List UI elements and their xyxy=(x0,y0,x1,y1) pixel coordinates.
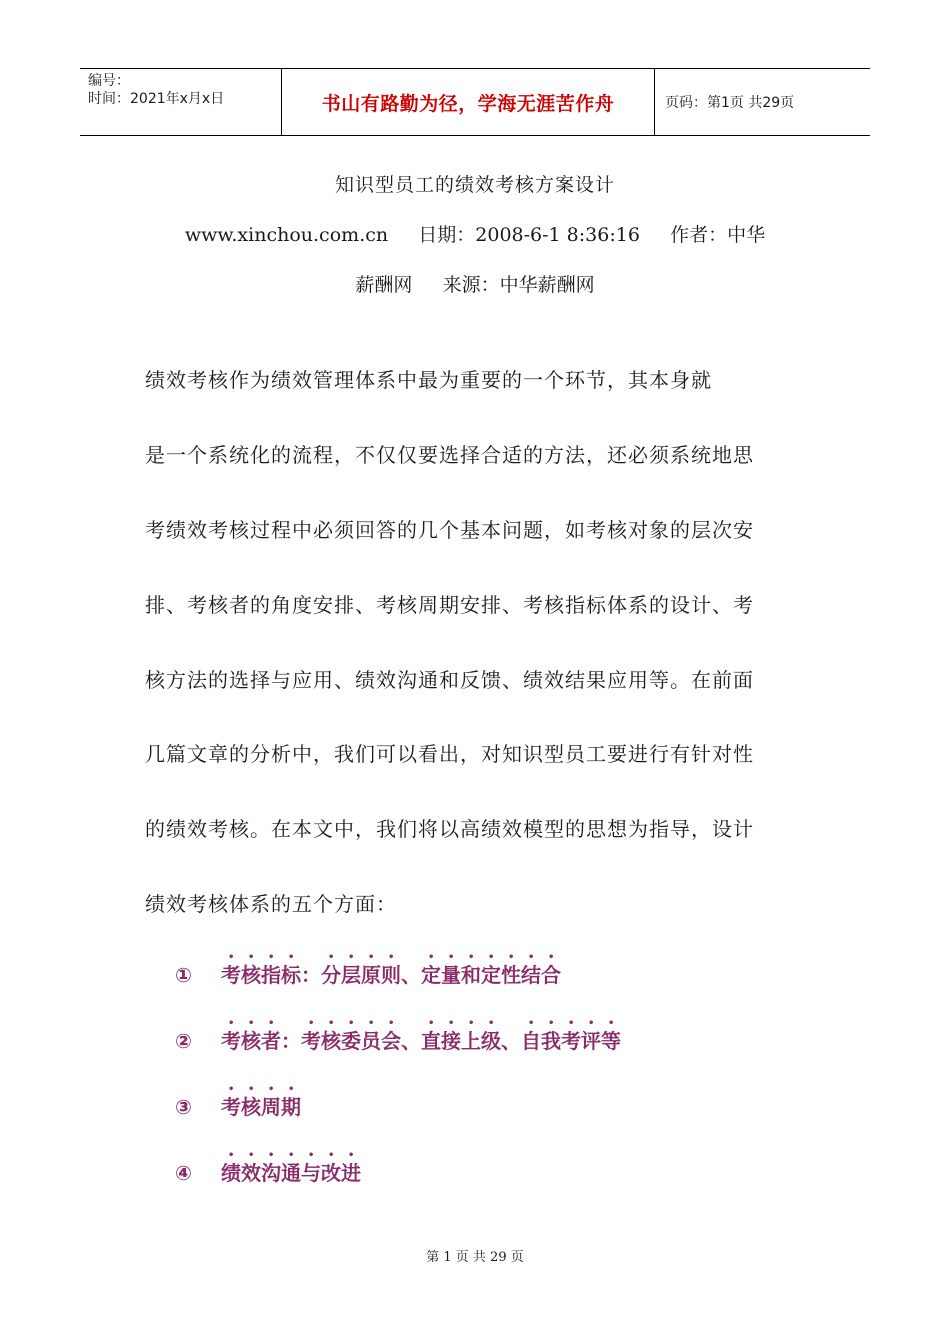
paragraph-line: 绩效考核作为绩效管理体系中最为重要的一个环节，其本身就 xyxy=(145,368,712,392)
article-title: 知识型员工的绩效考核方案设计 xyxy=(334,174,615,196)
paragraph-line: 核方法的选择与应用、绩效沟通和反馈、绩效结果应用等。在前面 xyxy=(145,668,754,692)
list-item xyxy=(175,952,561,988)
list-item xyxy=(175,1018,621,1054)
time-label: 时间：2021年x月x日 xyxy=(88,91,225,107)
list-number: ④ xyxy=(175,1161,192,1185)
article-meta-line-1: www.xinchou.com.cn 日期：2008-6-1 8:36:16 作者：中华 xyxy=(184,224,766,246)
paragraph-line: 考绩效考核过程中必须回答的几个基本问题，如考核对象的层次安 xyxy=(145,518,754,542)
paragraph-line: 几篇文章的分析中，我们可以看出，对知识型员工要进行有针对性 xyxy=(145,742,754,766)
list-text: 考核周期 xyxy=(221,1095,301,1119)
motto-text: 书山有路勤为径，学海无涯苦作舟 xyxy=(321,92,615,115)
paragraph-line: 的绩效考核。在本文中，我们将以高绩效模型的思想为指导，设计 xyxy=(145,817,754,841)
list-text: 考核者：考核委员会、直接上级、自我考评等 xyxy=(221,1029,621,1053)
header-page-cell xyxy=(655,69,870,135)
paragraph-line: 绩效考核体系的五个方面： xyxy=(145,892,397,916)
header-meta-cell xyxy=(80,69,282,135)
number-label: 编号： xyxy=(88,73,130,89)
document-header xyxy=(80,68,870,136)
page-info: 页码：第1页 共29页 xyxy=(665,95,795,111)
list-item xyxy=(175,1150,361,1186)
list-number: ① xyxy=(175,963,192,987)
page-footer: 第 1 页 共 29 页 xyxy=(426,1250,524,1265)
paragraph-line: 是一个系统化的流程，不仅仅要选择合适的方法，还必须系统地思 xyxy=(145,443,754,467)
paragraph-line: 排、考核者的角度安排、考核周期安排、考核指标体系的设计、考 xyxy=(145,593,754,617)
list-number: ② xyxy=(175,1029,192,1053)
article-meta-line-2: 薪酬网 来源：中华薪酬网 xyxy=(355,274,595,296)
list-item xyxy=(175,1084,301,1120)
header-motto-cell xyxy=(282,69,655,135)
list-number: ③ xyxy=(175,1095,192,1119)
list-text: 考核指标：分层原则、定量和定性结合 xyxy=(221,963,561,987)
list-text: 绩效沟通与改进 xyxy=(221,1161,361,1185)
